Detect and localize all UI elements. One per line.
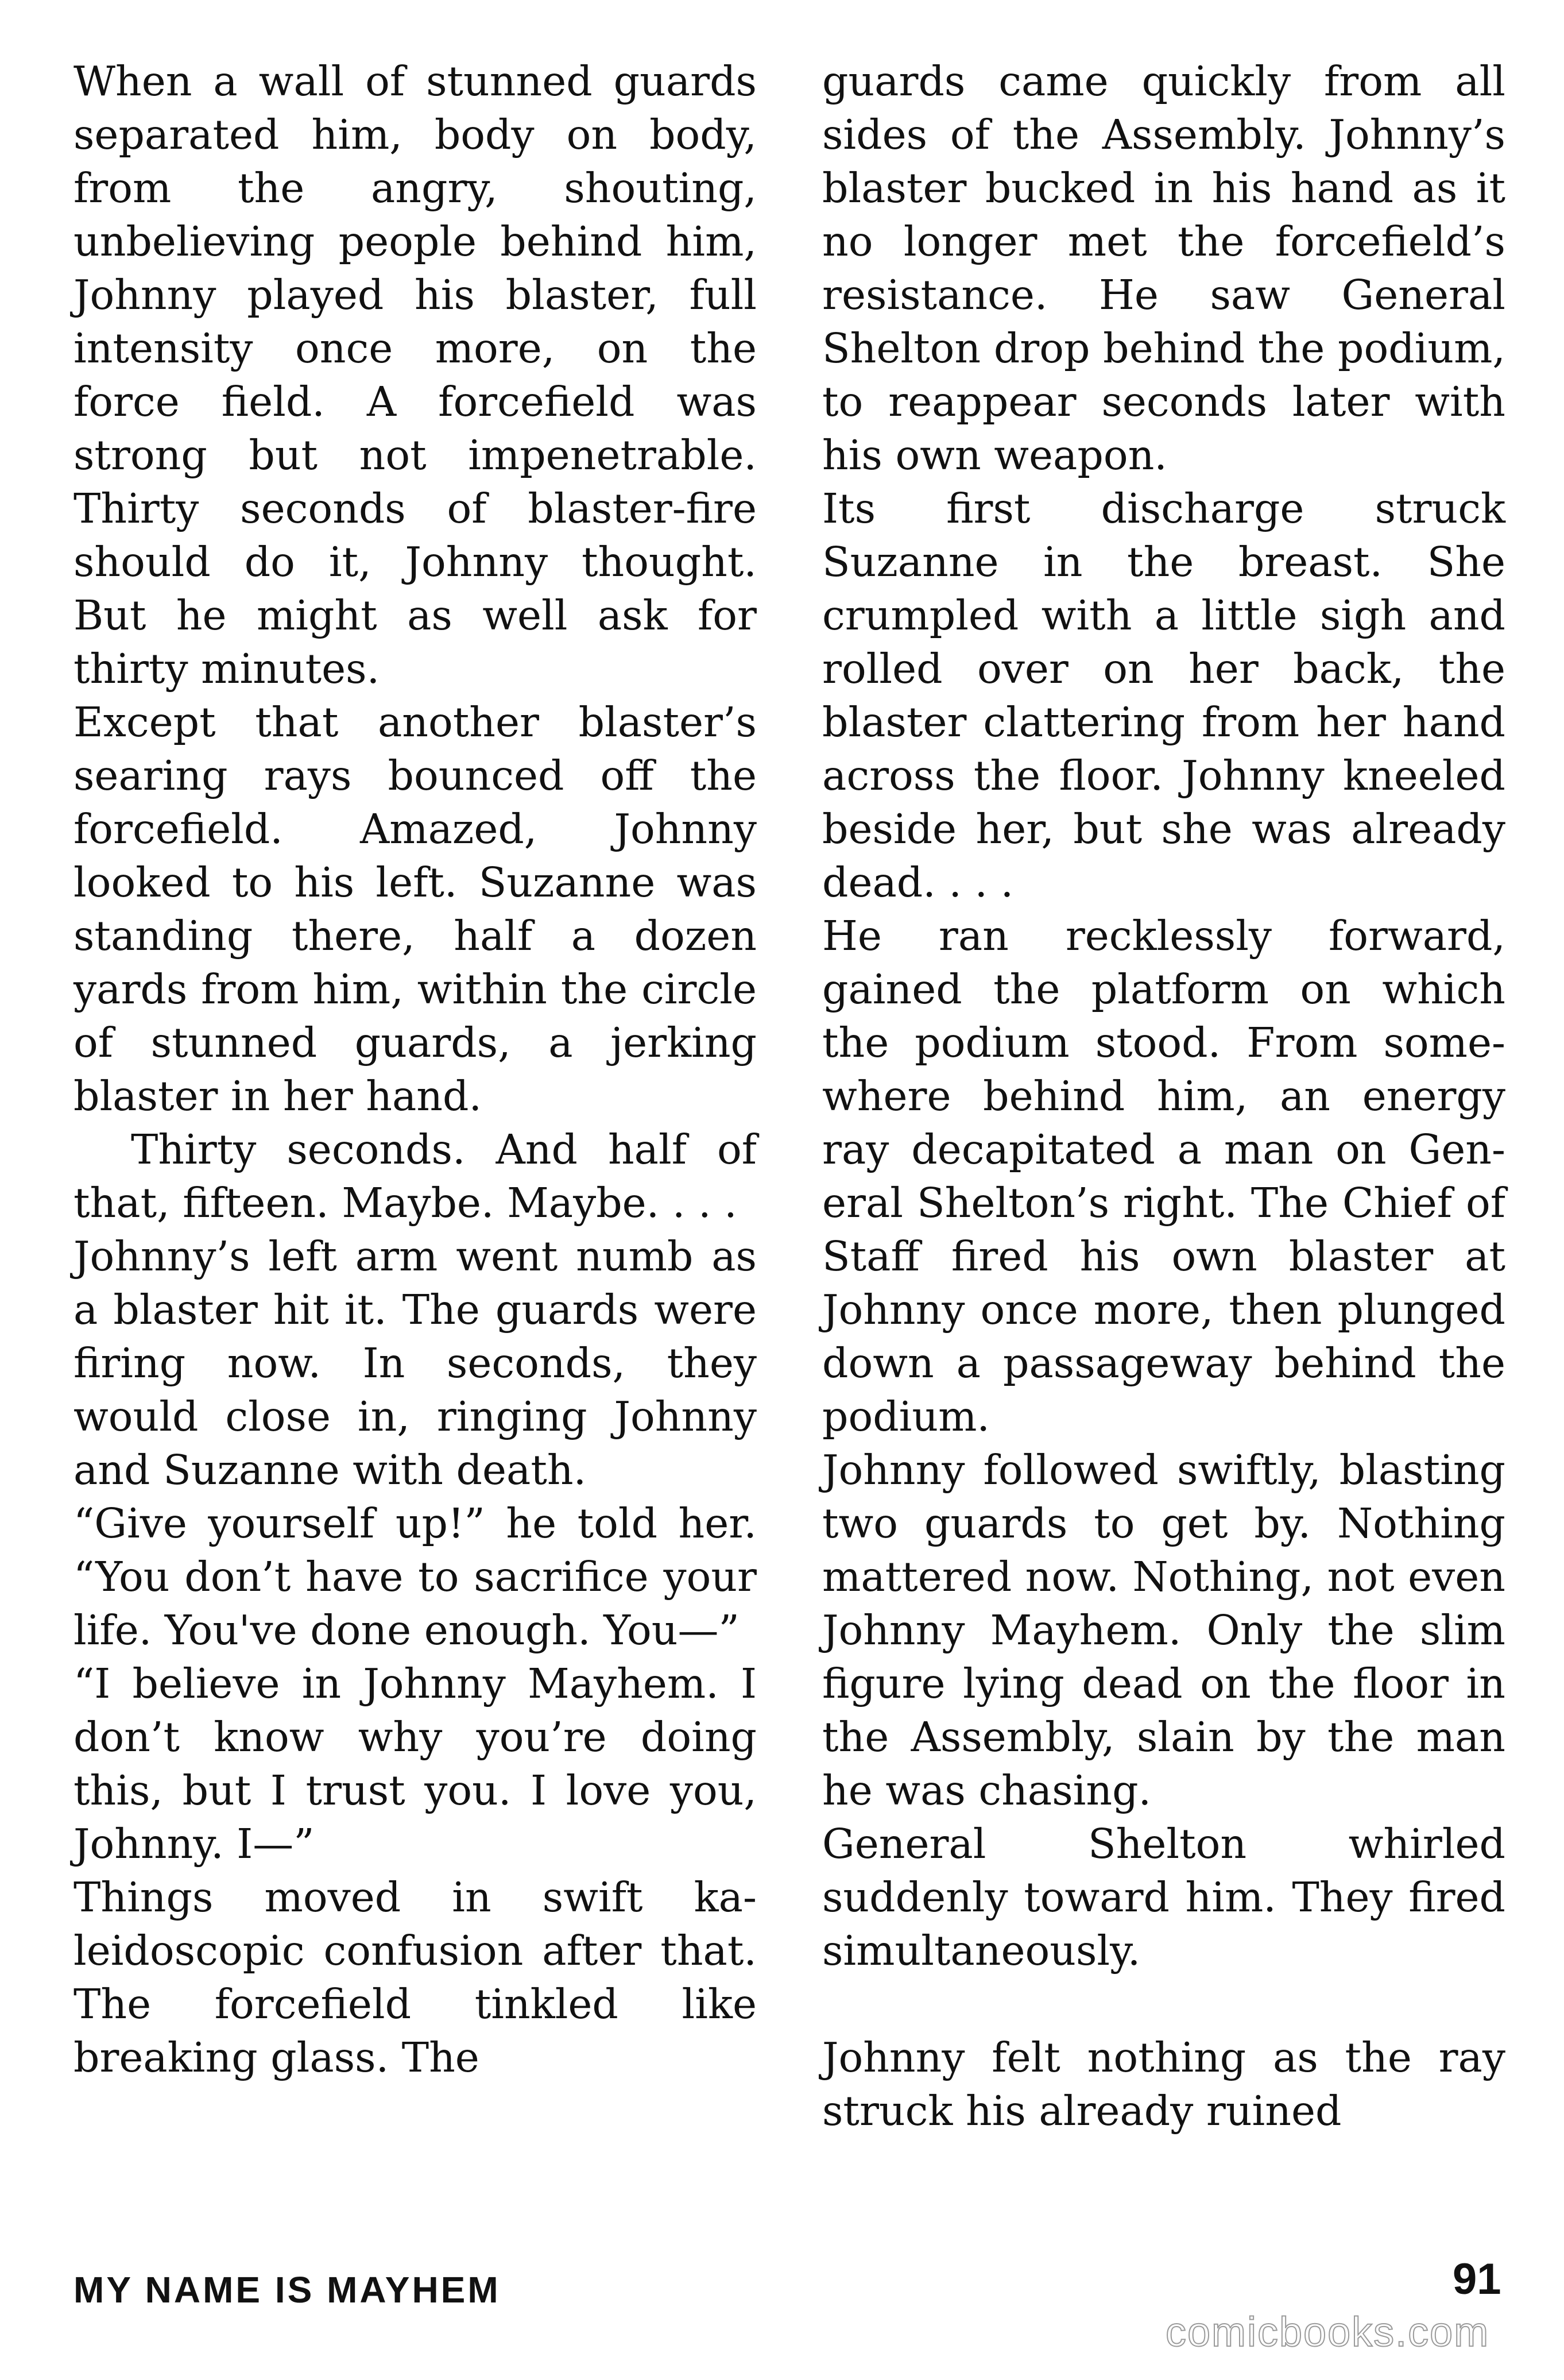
paragraph: When a wall of stunned guards separated him, body on body, from the angry, shouting, unbelieving people behind him, Johnny played his blaster, full intensity once more, on the force field. A forcefield was strong but not impenetrable. Thirty seconds of blaster-fire should do it, Johnny thought. But he might as well ask for thirty minutes. [73,57,757,693]
left-text-column [73,55,757,2084]
page-number: 91 [1453,2255,1501,2304]
paragraph: Johnny followed swiftly, blasting two guards to get by. Nothing mattered now. Nothing, not even Johnny Mayhem. Only the slim figure lying dead on the floor in the Assembly, slain by the man he was chasing. [822,1446,1505,1814]
paragraph: Thirty seconds. And half of that, fifteen. Maybe. Maybe. . . . [73,1126,757,1227]
running-footer-title: MY NAME IS MAYHEM [73,2269,501,2311]
paragraph: Johnny felt nothing as the ray struck his already ruined [822,2034,1505,2135]
paragraph: Things moved in swift kaleidoscopic confusion after that. The forcefield tinkled like breaking glass. The [73,1873,757,2081]
right-text-column [822,55,1505,2138]
paragraph: guards came quickly from all sides of the Assembly. Johnny’s blaster bucked in his hand as it no longer met the forcefield’s resistance. He saw General Shelton drop behind the podium, to reappear seconds later with his own weapon. [822,57,1505,479]
paragraph: “I believe in Johnny Mayhem. I don’t know why you’re doing this, but I trust you. I love you, Johnny. I—” [73,1660,757,1868]
paragraph: General Shelton whirled suddenly toward him. They fired simultaneously. [822,1820,1505,1975]
paragraph: “Give yourself up!” he told her. “You don’t have to sacrifice your life. You've done enough. You—” [73,1500,757,1654]
paragraph: Johnny’s left arm went numb as a blaster hit it. The guards were firing now. In seconds, they would close in, ringing Johnny and Suzanne with death. [73,1232,757,1494]
paragraph: He ran recklessly forward, gained the platform on which the podium stood. From somewhere behind him, an energy ray decapitated a man on General Shelton’s right. The Chief of Staff fired his own blaster at Johnny once more, then plunged down a passageway behind the podium. [822,912,1505,1440]
watermark: comicbooks.com [1166,2309,1490,2355]
paragraph: Its first discharge struck Suzanne in the breast. She crumpled with a little sigh and rolled over on her back, the blaster clattering from her hand across the floor. Johnny kneeled beside her, but she was already dead. . . . [822,485,1505,906]
paragraph: Except that another blaster’s searing rays bounced off the forcefield. Amazed, Johnny looked to his left. Suzanne was standing there, half a dozen yards from him, within the circle of stunned guards, a jerking blaster in her hand. [73,698,757,1120]
